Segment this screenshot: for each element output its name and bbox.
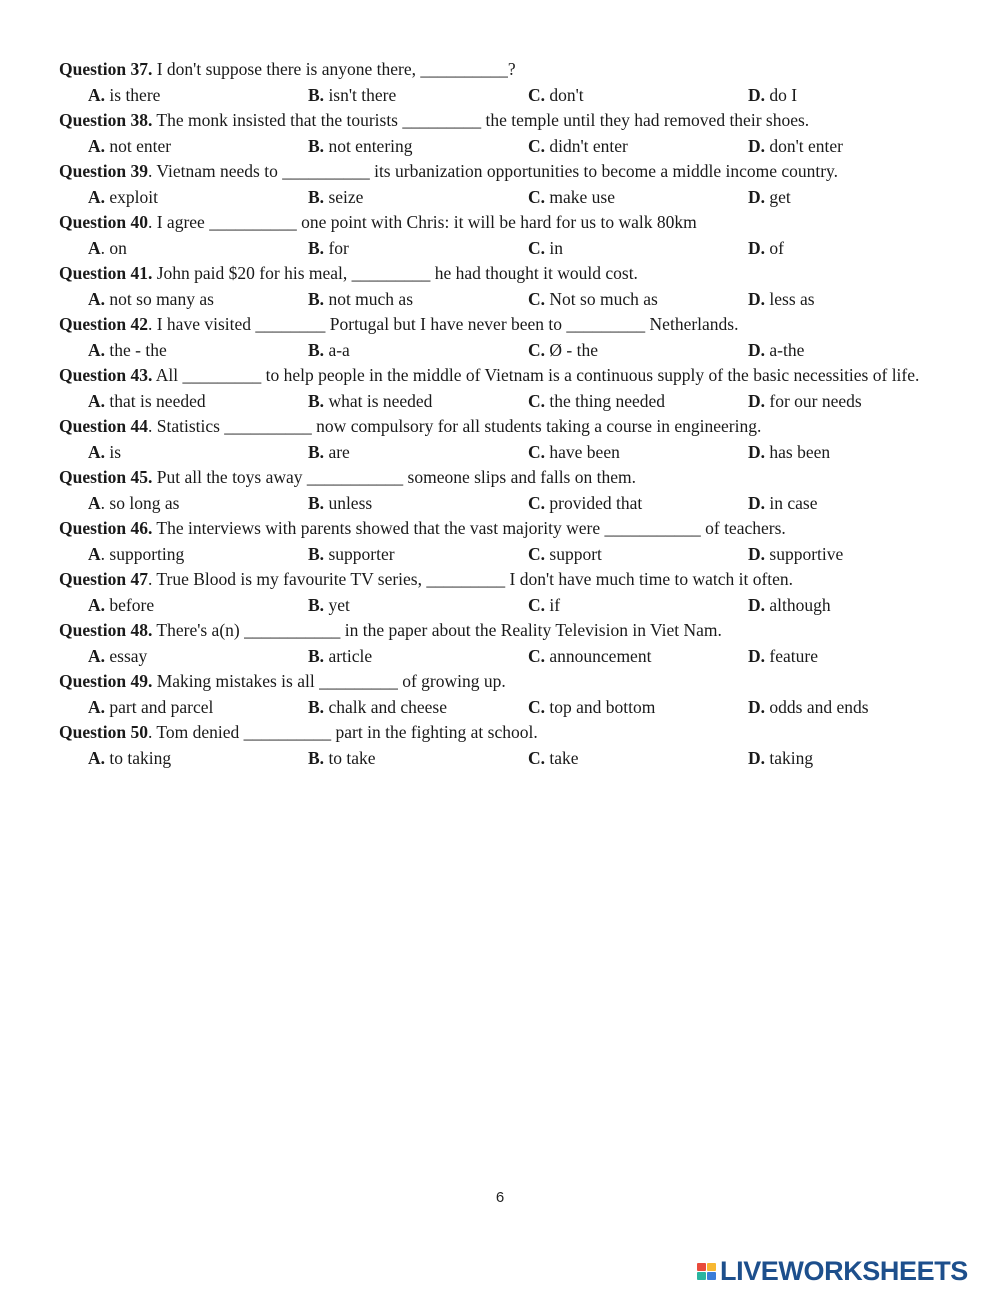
answer-options — [59, 82, 939, 108]
option-d[interactable]: D. feature — [748, 646, 818, 666]
option-a[interactable]: A. supporting — [88, 544, 185, 564]
option-b[interactable]: B. for — [308, 238, 349, 258]
question-text: . I agree __________ one point with Chris: it will be hard for us to walk 80km — [147, 212, 697, 232]
question-block — [59, 720, 939, 771]
option-b[interactable]: B. unless — [308, 493, 373, 513]
option-c[interactable]: C. announcement — [528, 646, 652, 666]
question-stem — [59, 108, 939, 133]
option-b[interactable]: B. what is needed — [308, 391, 433, 411]
question-text: . Tom denied __________ part in the fighting at school. — [147, 722, 538, 742]
question-stem — [59, 210, 939, 235]
option-d[interactable]: D. taking — [748, 748, 814, 768]
question-block — [59, 312, 939, 363]
question-text: . I have visited ________ Portugal but I have never been to _________ Netherlands. — [147, 314, 739, 334]
answer-options — [59, 388, 939, 414]
option-a[interactable]: A. that is needed — [88, 391, 206, 411]
question-stem — [59, 57, 939, 82]
option-c[interactable]: C. make use — [528, 187, 615, 207]
question-block — [59, 465, 939, 516]
question-block — [59, 516, 939, 567]
question-text: The interviews with parents showed that the vast majority were ___________ of teachers. — [152, 518, 786, 538]
option-a[interactable]: A. exploit — [88, 187, 158, 207]
option-c[interactable]: C. support — [528, 544, 602, 564]
question-text: . Statistics __________ now compulsory for all students taking a course in engineering. — [147, 416, 762, 436]
question-text: I don't suppose there is anyone there, __________? — [152, 59, 516, 79]
question-block — [59, 210, 939, 261]
option-a[interactable]: A. the - the — [88, 340, 167, 360]
answer-options — [59, 694, 939, 720]
answer-options — [59, 235, 939, 261]
page-number: 6 — [495, 1189, 505, 1206]
answer-options — [59, 541, 939, 567]
question-stem — [59, 618, 939, 643]
option-a[interactable]: A. to taking — [88, 748, 172, 768]
option-d[interactable]: D. of — [748, 238, 784, 258]
option-d[interactable]: D. although — [748, 595, 831, 615]
option-c[interactable]: C. Not so much as — [528, 289, 658, 309]
question-text: John paid $20 for his meal, _________ he had thought it would cost. — [152, 263, 638, 283]
worksheet-page — [59, 57, 939, 771]
question-text: . True Blood is my favourite TV series, _________ I don't have much time to watch it often. — [147, 569, 794, 589]
question-block — [59, 567, 939, 618]
option-c[interactable]: C. provided that — [528, 493, 643, 513]
question-block — [59, 669, 939, 720]
question-stem — [59, 159, 939, 184]
question-label: Question 42 — [59, 314, 148, 334]
option-d[interactable]: D. get — [748, 187, 791, 207]
option-c[interactable]: C. top and bottom — [528, 697, 656, 717]
option-d[interactable]: D. has been — [748, 442, 831, 462]
question-label: Question 40 — [59, 212, 148, 232]
question-block — [59, 108, 939, 159]
option-b[interactable]: B. supporter — [308, 544, 395, 564]
question-label: Question 47 — [59, 569, 148, 589]
question-label: Question 41. — [59, 263, 153, 283]
answer-options — [59, 592, 939, 618]
option-d[interactable]: D. in case — [748, 493, 818, 513]
option-a[interactable]: A. not so many as — [88, 289, 214, 309]
logo-text: LIVEWORKSHEETS — [720, 1256, 968, 1286]
question-stem — [59, 567, 939, 592]
answer-options — [59, 745, 939, 771]
option-d[interactable]: D. odds and ends — [748, 697, 869, 717]
option-b[interactable]: B. are — [308, 442, 350, 462]
option-a[interactable]: A. part and parcel — [88, 697, 214, 717]
question-block — [59, 363, 939, 414]
question-label: Question 45. — [59, 467, 153, 487]
answer-options — [59, 337, 939, 363]
question-stem — [59, 669, 939, 694]
liveworksheets-logo[interactable] — [697, 1257, 968, 1285]
answer-options — [59, 439, 939, 465]
question-text: There's a(n) ___________ in the paper about the Reality Television in Viet Nam. — [152, 620, 722, 640]
logo-tile — [697, 1263, 706, 1271]
answer-options — [59, 133, 939, 159]
question-label: Question 38. — [59, 110, 153, 130]
option-c[interactable]: C. take — [528, 748, 579, 768]
logo-tile — [707, 1263, 716, 1271]
option-d[interactable]: D. a-the — [748, 340, 805, 360]
option-a[interactable]: A. is — [88, 442, 122, 462]
option-c[interactable]: C. don't — [528, 85, 584, 105]
option-d[interactable]: D. supportive — [748, 544, 844, 564]
option-b[interactable]: B. seize — [308, 187, 364, 207]
question-text: . Vietnam needs to __________ its urbanization opportunities to become a middle income country. — [147, 161, 839, 181]
question-block — [59, 414, 939, 465]
question-block — [59, 261, 939, 312]
logo-tiles-icon — [697, 1263, 716, 1280]
question-stem — [59, 414, 939, 439]
option-b[interactable]: B. isn't there — [308, 85, 397, 105]
question-label: Question 43. — [59, 365, 153, 385]
option-c[interactable]: C. didn't enter — [528, 136, 628, 156]
option-c[interactable]: C. in — [528, 238, 564, 258]
option-a[interactable]: A. not enter — [88, 136, 172, 156]
answer-options — [59, 286, 939, 312]
question-text: All _________ to help people in the middle of Vietnam is a continuous supply of the basic necessities of life. — [152, 365, 920, 385]
question-text: Put all the toys away ___________ someone slips and falls on them. — [152, 467, 636, 487]
option-b[interactable]: B. chalk and cheese — [308, 697, 447, 717]
option-d[interactable]: D. do I — [748, 85, 798, 105]
question-label: Question 37. — [59, 59, 153, 79]
question-label: Question 39 — [59, 161, 148, 181]
option-c[interactable]: C. have been — [528, 442, 620, 462]
question-stem — [59, 312, 939, 337]
option-a[interactable]: A. essay — [88, 646, 148, 666]
option-b[interactable]: B. article — [308, 646, 373, 666]
logo-tile — [697, 1272, 706, 1280]
question-block — [59, 159, 939, 210]
question-stem — [59, 720, 939, 745]
option-d[interactable]: D. for our needs — [748, 391, 862, 411]
option-c[interactable]: C. Ø - the — [528, 340, 598, 360]
question-block — [59, 57, 939, 108]
option-c[interactable]: C. if — [528, 595, 561, 615]
question-text: Making mistakes is all _________ of growing up. — [152, 671, 506, 691]
option-d[interactable]: D. less as — [748, 289, 815, 309]
answer-options — [59, 184, 939, 210]
option-d[interactable]: D. don't enter — [748, 136, 844, 156]
question-label: Question 49. — [59, 671, 153, 691]
question-stem — [59, 363, 939, 388]
question-label: Question 48. — [59, 620, 153, 640]
option-a[interactable]: A. so long as — [88, 493, 180, 513]
answer-options — [59, 643, 939, 669]
option-c[interactable]: C. the thing needed — [528, 391, 666, 411]
question-stem — [59, 261, 939, 286]
option-b[interactable]: B. to take — [308, 748, 376, 768]
logo-tile — [707, 1272, 716, 1280]
option-a[interactable]: A. before — [88, 595, 155, 615]
option-b[interactable]: B. yet — [308, 595, 350, 615]
question-label: Question 46. — [59, 518, 153, 538]
option-a[interactable]: A. is there — [88, 85, 161, 105]
option-a[interactable]: A. on — [88, 238, 127, 258]
option-b[interactable]: B. a-a — [308, 340, 350, 360]
question-stem — [59, 465, 939, 490]
question-text: The monk insisted that the tourists _________ the temple until they had removed their shoes. — [152, 110, 810, 130]
question-label: Question 50 — [59, 722, 148, 742]
question-stem — [59, 516, 939, 541]
question-block — [59, 618, 939, 669]
answer-options — [59, 490, 939, 516]
option-b[interactable]: B. not much as — [308, 289, 414, 309]
option-b[interactable]: B. not entering — [308, 136, 413, 156]
question-label: Question 44 — [59, 416, 148, 436]
